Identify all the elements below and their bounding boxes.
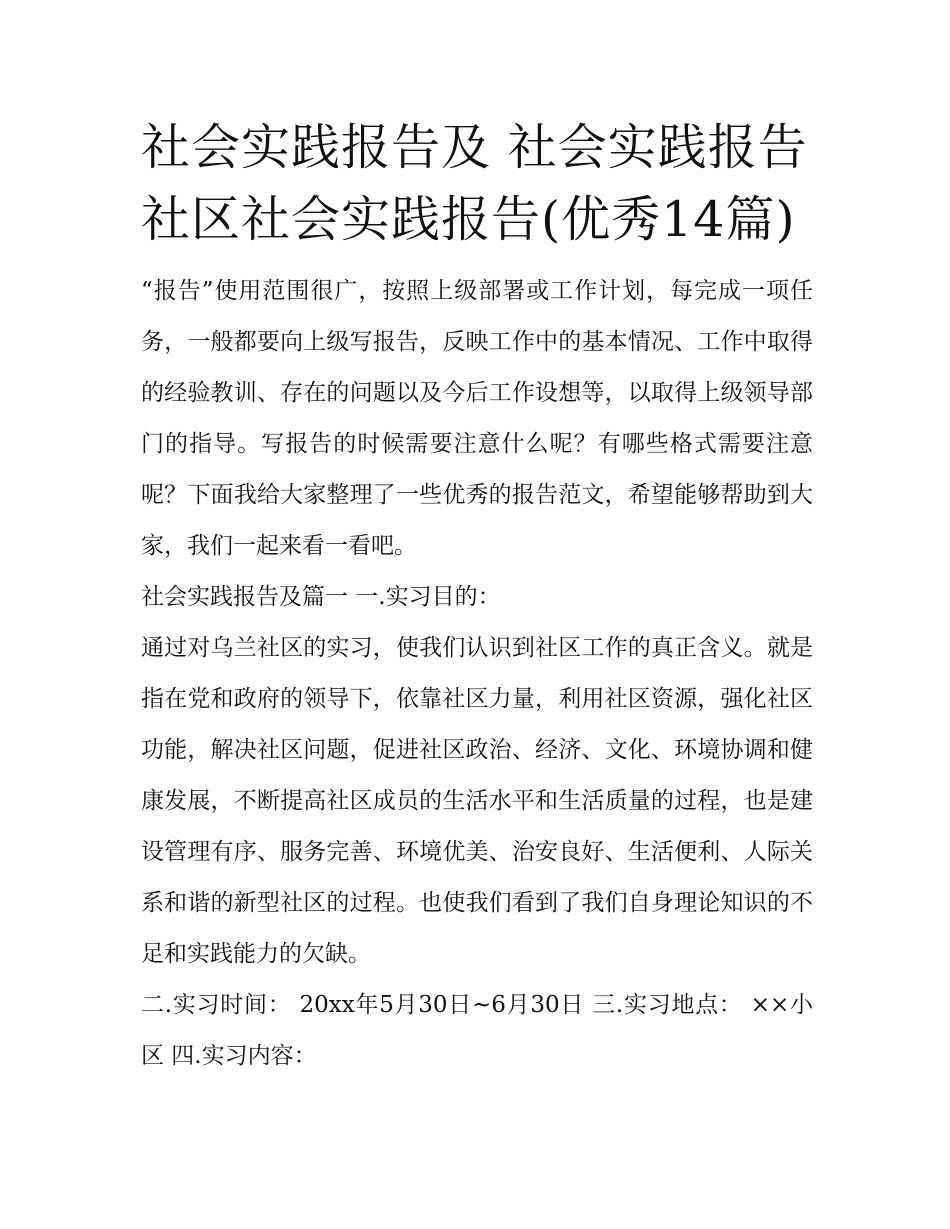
paragraph-purpose: 通过对乌兰社区的实习，使我们认识到社区工作的真正含义。就是指在党和政府的领导下，依靠社区力量，利用社区资源，强化社区功能，解决社区问题，促进社区政治、经济、文化、环境协调和健康发展，不断提高社区成员的生活水平和生活质量的过程，也是建设管理有序、服务完善、环境优美、治安良好、生活便利、人际关系和谐的新型社区的过程。也使我们看到了我们自身理论知识的不足和实践能力的欠缺。 [141, 635, 813, 967]
document-content [141, 112, 813, 1082]
document-title [141, 112, 813, 256]
paragraph-intro: “报告”使用范围很广，按照上级部署或工作计划，每完成一项任务，一般都要向上级写报告，反映工作中的基本情况、工作中取得的经验教训、存在的问题以及今后工作设想等，以取得上级领导部门的指导。写报告的时候需要注意什么呢？有哪些格式需要注意呢？下面我给大家整理了一些优秀的报告范文，希望能够帮助到大家，我们一起来看一看吧。 [141, 278, 813, 559]
document-body [141, 266, 813, 1082]
paragraph-details: 二.实习时间： 20xx年5月30日~6月30日 三.实习地点： ××小区 四.实习内容： [141, 992, 813, 1069]
paragraph-section-heading: 社会实践报告及篇一 一.实习目的： [141, 584, 501, 610]
title-line-2: 社区社会实践报告(优秀14篇) [141, 191, 796, 248]
title-line-1: 社会实践报告及 社会实践报告 [141, 119, 808, 176]
